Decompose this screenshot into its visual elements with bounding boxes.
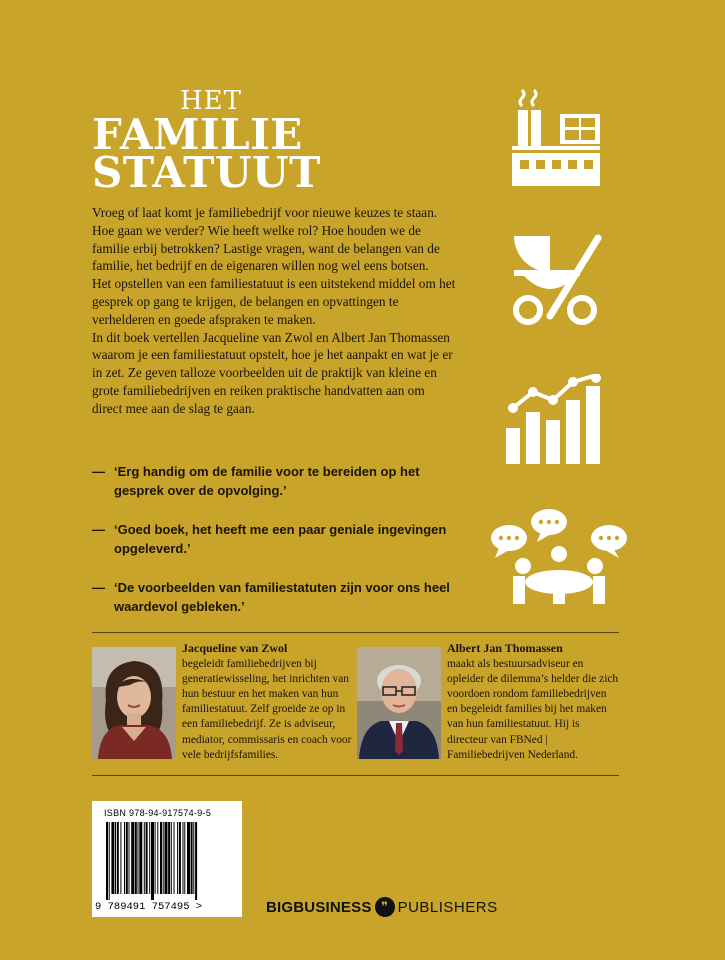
barcode-bar [117, 822, 119, 894]
author-photo-albert-jan [357, 647, 441, 759]
intro-paragraph: Vroeg of laat komt je familiebedrijf voor nieuwe keuzes te staan. Hoe gaan we verder? Wie heeft welke rol? Hoe houden we de familie erbij betrokken? Lastige vragen, want de belangen van de familie, het bedrijf en de eigenaren willen nog wel eens botsen. [92, 205, 440, 274]
barcode-bar [174, 822, 175, 894]
barcode-bar [126, 822, 128, 894]
barcode-bar [163, 822, 164, 894]
barcode-bar [155, 822, 156, 894]
publisher-mark: ❞ [381, 899, 389, 915]
divider-top [92, 632, 619, 633]
barcode-bar [184, 822, 185, 894]
barcode-bar [195, 822, 197, 900]
publisher-logo [266, 897, 498, 917]
divider-bottom [92, 775, 619, 776]
author-bio-text: maakt als bestuursadviseur en opleider de dilemma’s helder die zich voordoen rondom familiebedrijven en begeleidt families bij het maken van hun familiestatuut. Hij is directeur van FBNed | Familiebedrijven Nederland. [447, 658, 619, 761]
barcode-bar [193, 822, 194, 894]
barcode-bar [160, 822, 162, 894]
author-bio-albert-jan [447, 641, 619, 763]
barcode-bar [139, 822, 142, 894]
barcode-bar [187, 822, 190, 894]
testimonial-quote [92, 462, 472, 500]
barcode-bar [157, 822, 158, 894]
barcode-bar [109, 822, 110, 900]
barcode-bar [106, 822, 108, 900]
barcode-bar [171, 822, 172, 894]
barcode-bar [124, 822, 125, 894]
author-bio-text: begeleidt familiebedrijven bij generatiewisseling, het inrichten van hun bestuur en het maken van hun familiestatuut. Zelf groeide ze op in een familiebedrijf. Ze is adviseur, mediator, commissaris en coach voor vele bedrijfsfamilies. [182, 658, 352, 761]
author-name: Albert Jan Thomassen [447, 641, 563, 655]
barcode-digits: 9 789491 757495 > [95, 901, 203, 913]
intro-paragraph: In dit boek vertellen Jacqueline van Zwol en Albert Jan Thomassen waarom je een familiestatuut opstelt, hoe je het aanpakt en wat je er in zet. Ze geven talloze voorbeelden uit de praktijk van kleine en grote familiebedrijven en reiken praktische handvatten aan om direct mee aan de slag te gaan. [92, 329, 453, 416]
barcode-bar [168, 822, 170, 894]
barcode-bar [129, 822, 130, 894]
barcode-bar [165, 822, 168, 894]
stroller-icon [510, 228, 604, 328]
barcode-bar [115, 822, 116, 894]
quote-dash: — [92, 522, 105, 537]
barcode-bar [151, 822, 154, 900]
barcode-bar [177, 822, 178, 894]
quote-text: ‘Goed boek, het heeft me een paar geniale ingevingen opgeleverd.’ [114, 522, 447, 556]
barcode-bar [111, 822, 114, 894]
title-familie: FAMILIE [92, 110, 303, 159]
title-statuut: STATUUT [92, 148, 321, 197]
testimonial-quote [92, 578, 472, 616]
barcode-bar [135, 822, 137, 894]
barcode-bar [131, 822, 134, 894]
author-bio-jacqueline [182, 641, 357, 763]
author-photo-jacqueline [92, 647, 176, 759]
barcode-bar [138, 822, 139, 894]
barcode-bar [146, 822, 148, 894]
title-het: HET [180, 86, 242, 116]
quote-dash: — [92, 580, 105, 595]
author-name: Jacqueline van Zwol [182, 641, 288, 655]
family-meeting-icon [487, 508, 629, 606]
intro-text [92, 204, 458, 418]
quote-mark-icon [375, 897, 395, 917]
quote-text: ‘Erg handig om de familie voor te bereiden op het gesprek over de opvolging.’ [114, 464, 420, 498]
testimonials [92, 462, 472, 636]
publisher-name-part1: BIGBUSINESS [266, 898, 372, 916]
barcode-bar [191, 822, 193, 894]
isbn-label: ISBN 978-94-917574-9-5 [104, 808, 212, 818]
quote-dash: — [92, 464, 105, 479]
barcode-bar [183, 822, 184, 894]
isbn-barcode [92, 801, 242, 917]
testimonial-quote [92, 520, 472, 558]
barcode-bar [179, 822, 181, 894]
publisher-name-part2: PUBLISHERS [397, 898, 498, 916]
intro-paragraph: Het opstellen van een familiestatuut is een uitstekend middel om het gesprek op gang te krijgen, de belangen en opvattingen te verhelderen en goede afspraken te maken. [92, 276, 456, 327]
barcode-bar [120, 822, 121, 894]
quote-text: ‘De voorbeelden van familiestatuten zijn voor ons heel waardevol gebleken.’ [114, 580, 450, 614]
growth-chart-icon [500, 374, 608, 466]
factory-icon [510, 88, 602, 188]
barcode-bars [106, 822, 228, 900]
barcode-bar [144, 822, 145, 894]
barcode-bar [149, 822, 150, 894]
